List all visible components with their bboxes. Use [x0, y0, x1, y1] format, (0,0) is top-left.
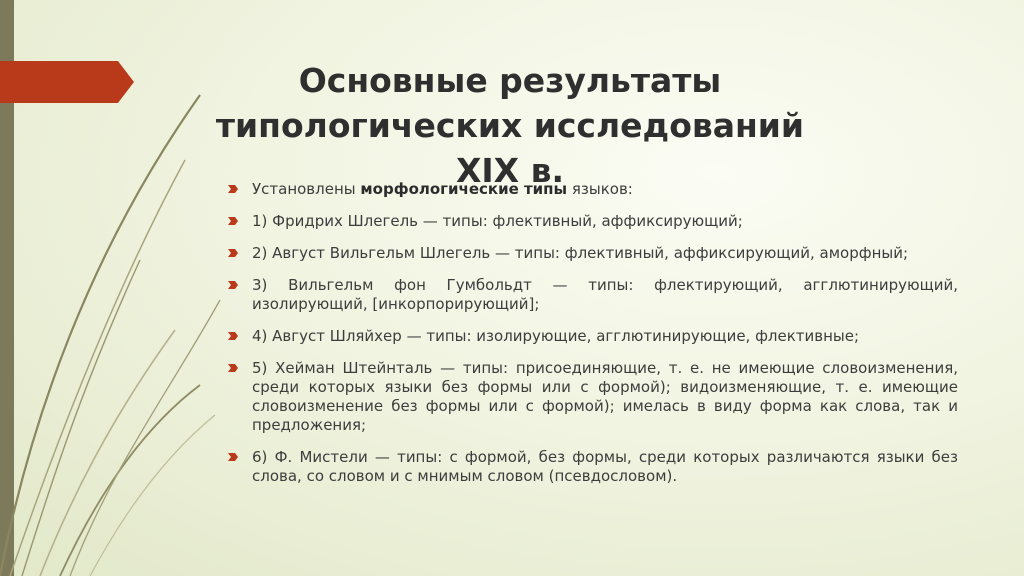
bullet-item: [228, 448, 958, 486]
title-arrow-tab: [0, 61, 134, 103]
arrow-right-icon: [228, 363, 238, 373]
arrow-right-icon: [228, 331, 238, 341]
bullet-list: [228, 180, 958, 499]
bullet-item: [228, 327, 958, 346]
arrow-right-icon: [228, 452, 238, 462]
title-line-2: типологических исследований XIX в.: [215, 106, 805, 190]
arrow-right-icon: [228, 280, 238, 290]
bullet-text: 6) Ф. Мистели — типы: с формой, без формы, среди которых различаются языки без слова, со словом и с мнимым словом (псевдословом).: [252, 448, 958, 485]
bullet-text: 3) Вильгельм фон Гумбольдт — типы: флектирующий, агглютинирующий, изолирующий, [инкорпорирующий];: [252, 276, 958, 313]
bullet-text: 5) Хейман Штейнталь — типы: присоединяющие, т. е. не имеющие словоизменения, среди которых языки без формы или с формой); видоизменяющие, т. е. имеющие словоизменение без формы или с формой); имелась в виду форма как слова, так и предложения;: [252, 359, 958, 434]
arrow-right-icon: [228, 216, 238, 226]
bullet-item: [228, 276, 958, 314]
bullet-text: 4) Август Шляйхер — типы: изолирующие, агглютинирующие, флективные;: [252, 327, 860, 345]
bullet-text: 2) Август Вильгельм Шлегель — типы: флективный, аффиксирующий, аморфный;: [252, 244, 909, 262]
arrow-right-icon: [228, 184, 238, 194]
title-line-1: Основные результаты: [298, 61, 722, 100]
slide-title: [190, 58, 830, 193]
bullet-item: [228, 359, 958, 435]
bullet-item: [228, 180, 958, 199]
arrow-right-icon: [228, 248, 238, 258]
bullet-item: [228, 212, 958, 231]
bullet-text-bold: морфологические типы: [360, 180, 568, 198]
bullet-text: 1) Фридрих Шлегель — типы: флективный, аффиксирующий;: [252, 212, 743, 230]
bullet-item: [228, 244, 958, 263]
bullet-text-prefix: Установлены: [252, 180, 361, 198]
bullet-text-suffix: языков:: [567, 180, 633, 198]
